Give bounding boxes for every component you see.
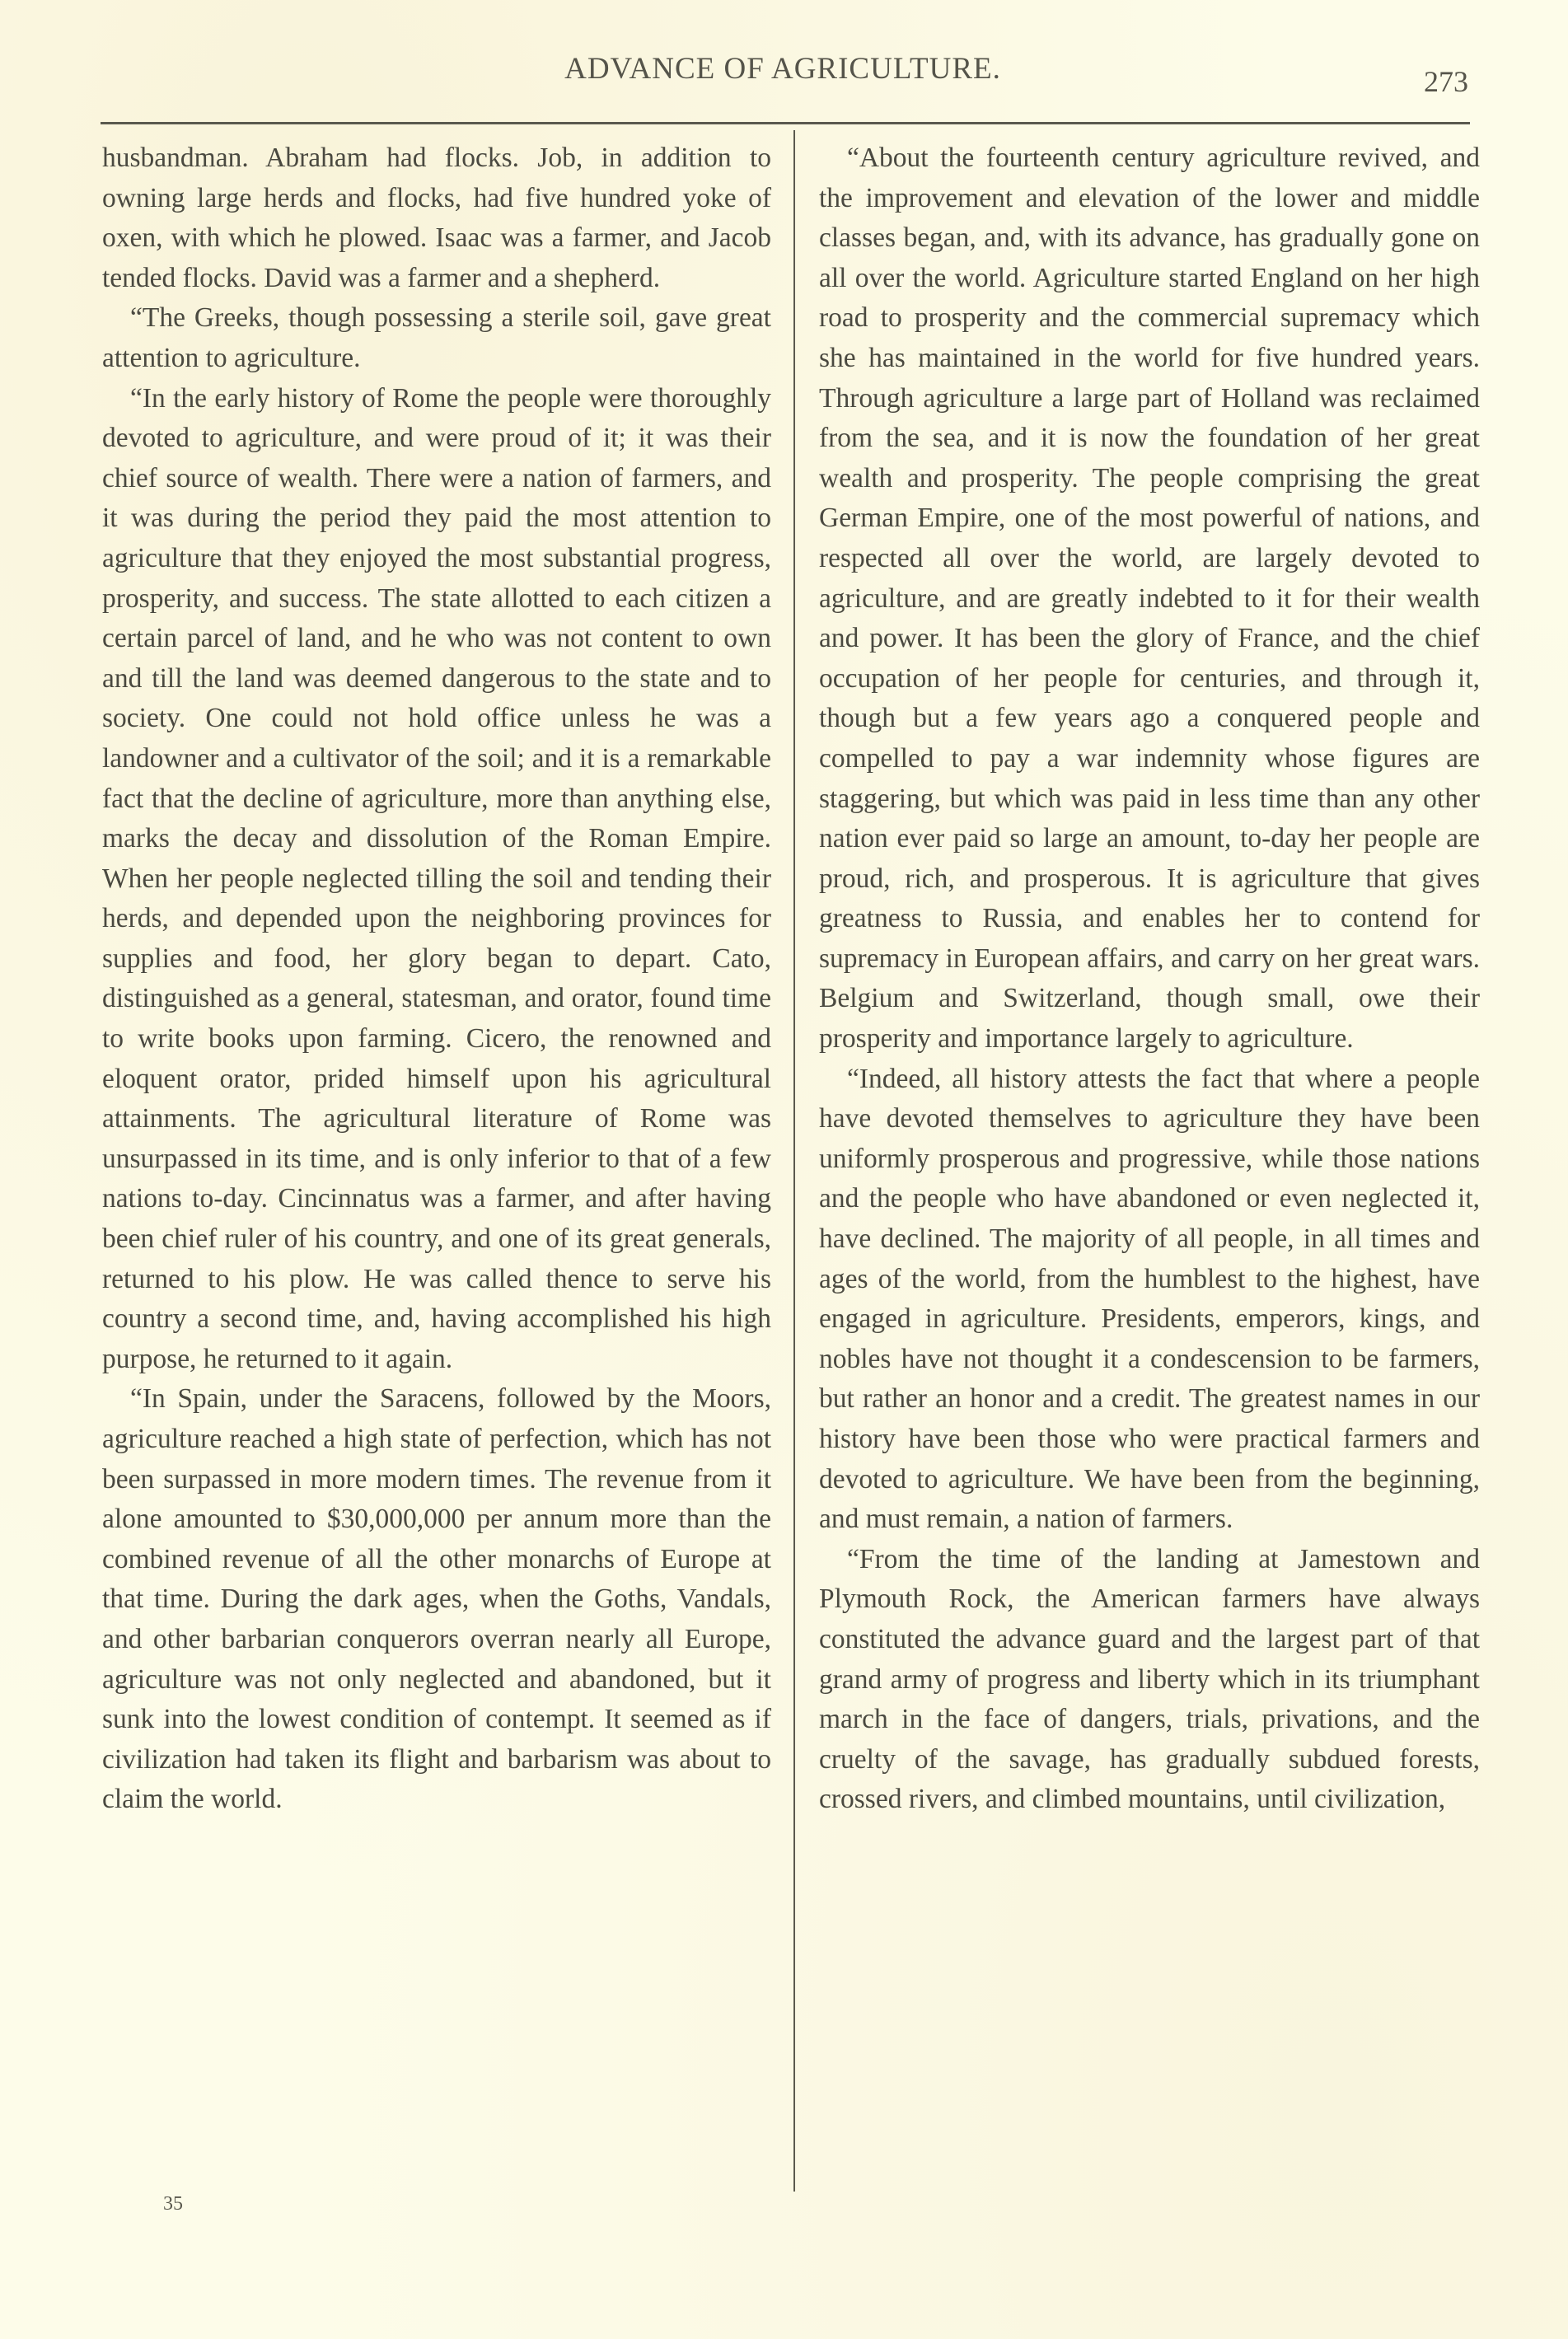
paragraph: “Indeed, all history attests the fact that where a people have devoted themselves to agriculture they have been uniformly prosperous and progressive, while those nations and the people who have abandoned or even neglected it, have declined. The majority of all people, in all times and ages of the world, from the humblest to the highest, have engaged in agriculture. Presidents, emperors, kings, and nobles have not thought it a condescension to be farmers, but rather an honor and a credit. The greatest names in our history have been those who were practical farmers and devoted to agriculture. We have been from the beginning, and must remain, a nation of farmers. bbox=[819, 1063, 1480, 1535]
signature-mark: 35 bbox=[163, 2193, 183, 2215]
paragraph: husbandman. Abraham had flocks. Job, in addition to owning large herds and flocks, had five hundred yoke of oxen, with which he plowed. Isaac was a farmer, and Jacob tended flocks. David was a farmer and a shepherd. bbox=[102, 143, 771, 293]
page-number: 273 bbox=[1424, 65, 1468, 98]
paragraph: “The Greeks, though possessing a sterile soil, gave great attention to agriculture. bbox=[102, 302, 771, 373]
column-divider bbox=[793, 130, 795, 2192]
left-column bbox=[102, 138, 771, 1820]
header-rule bbox=[101, 122, 1470, 124]
paragraph: “In the early history of Rome the people were thoroughly devoted to agriculture, and were proud of it; it was their chief source of wealth. There were a nation of farmers, and it was during the period they paid the most attention to agriculture that they enjoyed the most substantial progress, prosperity, and success. The state allotted to each citizen a certain parcel of land, and he who was not content to own and till the land was deemed dangerous to the state and to society. One could not hold office unless he was a landowner and a cultivator of the soil; and it is a remarkable fact that the decline of agriculture, more than anything else, marks the decay and dissolution of the Roman Empire. When her people neglected tilling the soil and tending their herds, and depended upon the neighboring provinces for supplies and food, her glory began to depart. Cato, distinguished as a general, statesman, and orator, found time to write books upon farming. Cicero, the renowned and eloquent orator, prided himself upon his agricultural attainments. The agricultural literature of Rome was unsurpassed in its time, and is only inferior to that of a few nations to-day. Cincinnatus was a farmer, and after having been chief ruler of his country, and one of its great generals, returned to his plow. He was called thence to serve his country a second time, and, having accomplished his high purpose, he returned to it again. bbox=[102, 382, 771, 1374]
paragraph: “In Spain, under the Saracens, followed by the Moors, agriculture reached a high state of perfection, which has not been surpassed in more modern times. The revenue from it alone amounted to $30,000,000 per annum more than the combined revenue of all the other monarchs of Europe at that time. During the dark ages, when the Goths, Vandals, and other barbarian conquerors overran nearly all Europe, agriculture was not only neglected and abandoned, but it sunk into the lowest condition of contempt. It seemed as if civilization had taken its flight and barbarism was about to claim the world. bbox=[102, 1383, 771, 1815]
right-column bbox=[819, 138, 1480, 1820]
paragraph: “About the fourteenth century agriculture revived, and the improvement and elevation of the lower and middle classes began, and, with its advance, has gradually gone on all over the world. Agriculture started England on her high road to prosperity and the commercial supremacy which she has maintained in the world for five hundred years. Through agriculture a large part of Holland was reclaimed from the sea, and it is now the foundation of her great wealth and prosperity. The people comprising the great German Empire, one of the most powerful of nations, and respected all over the world, are largely devoted to agriculture, and are greatly indebted to it for their wealth and power. It has been the glory of France, and the chief occupation of her people for centuries, and through it, though but a few years ago a conquered people and compelled to pay a war indemnity whose figures are staggering, but which was paid in less time than any other nation ever paid so large an amount, to-day her people are proud, rich, and prosperous. It is agriculture that gives greatness to Russia, and enables her to contend for supremacy in European affairs, and carry on her great wars. Belgium and Switzerland, though small, owe their prosperity and importance largely to agriculture. bbox=[819, 143, 1480, 1055]
paragraph: “From the time of the landing at Jamestown and Plymouth Rock, the American farmers have always constituted the advance guard and the largest part of that grand army of progress and liberty which in its triumphant march in the face of dangers, trials, privations, and the cruelty of the savage, has gradually subdued forests, crossed rivers, and climbed mountains, until civilization, bbox=[819, 1543, 1480, 1815]
running-head-title: ADVANCE OF AGRICULTURE. bbox=[564, 52, 1001, 86]
